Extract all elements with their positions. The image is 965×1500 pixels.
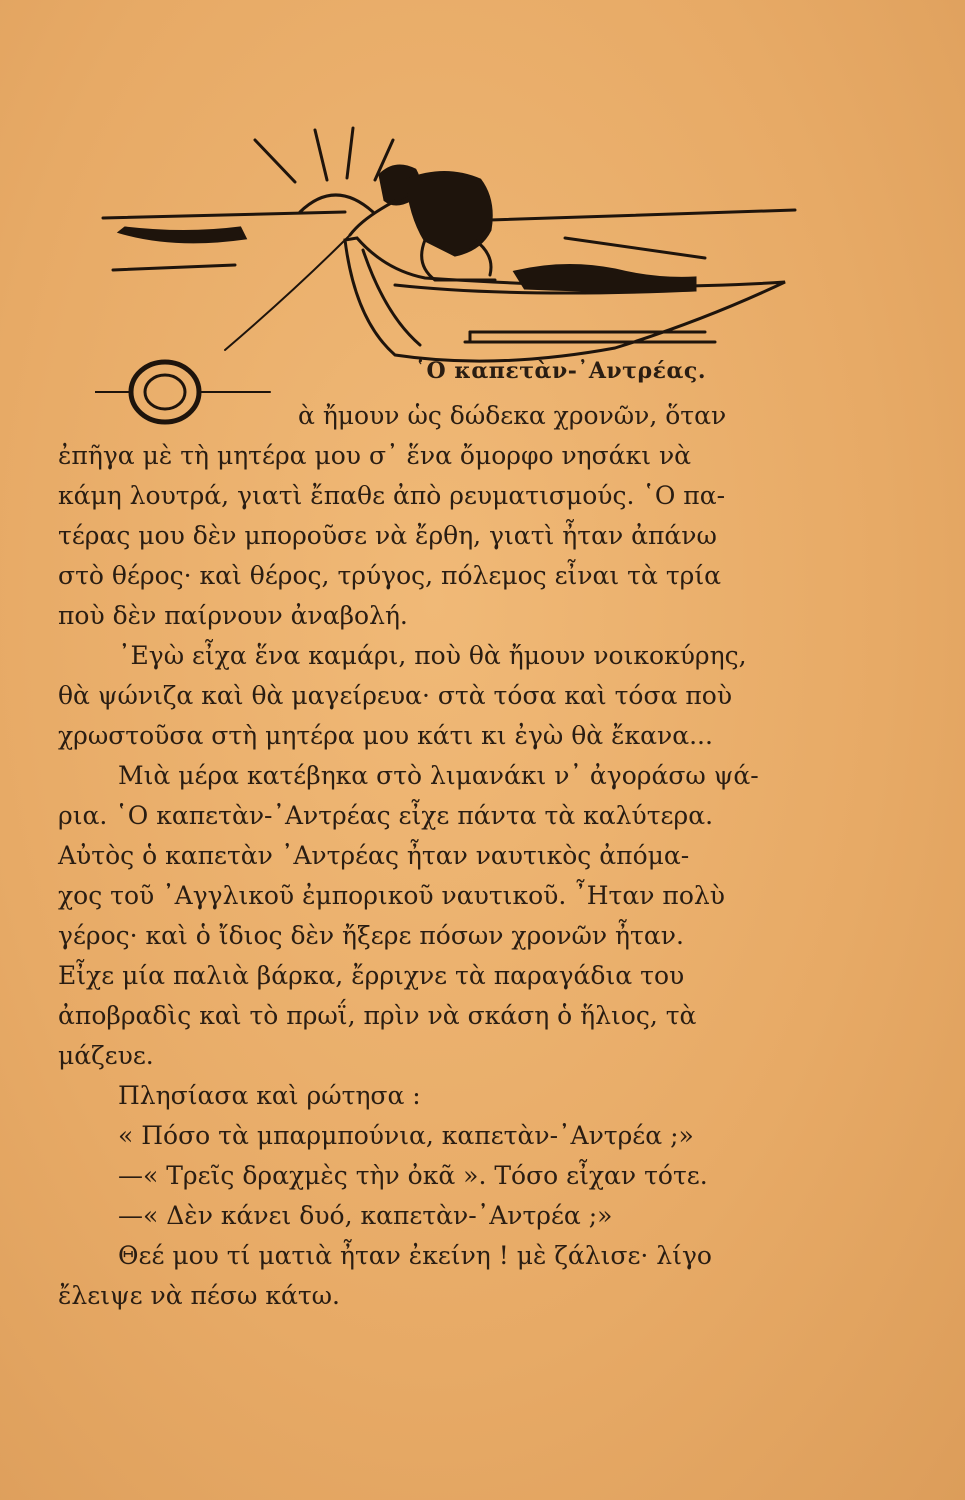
text-line: ἀποβραδὶς καὶ τὸ πρωΐ, πρὶν νὰ σκάση ὁ ἥλιος, τὰ xyxy=(58,1001,697,1030)
text-line: « Πόσο τὰ μπαρμπούνια, καπετὰν-᾿Αντρέα ;» xyxy=(118,1121,694,1150)
text-line: Αὐτὸς ὁ καπετὰν ᾿Αντρέας ἦταν ναυτικὸς ἀπόμα- xyxy=(58,841,690,870)
text-line: χος τοῦ ᾿Αγγλικοῦ ἐμπορικοῦ ναυτικοῦ. ῏Ηταν πολὺ xyxy=(58,881,725,910)
fisherman-boat-illustration xyxy=(95,120,815,440)
text-line: —« Δὲν κάνει δυό, καπετὰν-᾿Αντρέα ;» xyxy=(118,1201,613,1230)
text-line: στὸ θέρος· καὶ θέρος, τρύγος, πόλεμος εἶναι τὰ τρία xyxy=(58,561,722,590)
text-line: χρωστοῦσα στὴ μητέρα μου κάτι κι ἐγὼ θὰ ἔκανα... xyxy=(58,721,713,750)
text-line: μάζευε. xyxy=(58,1041,154,1070)
text-line: ρια. ῾Ο καπετὰν-᾿Αντρέας εἶχε πάντα τὰ καλύτερα. xyxy=(58,801,714,830)
text-line: —« Τρεῖς δραχμὲς τὴν ὀκᾶ ». Τόσο εἶχαν τότε. xyxy=(118,1161,708,1190)
text-line: γέρος· καὶ ὁ ἴδιος δὲν ἤξερε πόσων χρονῶν ἦταν. xyxy=(58,921,684,950)
text-line: τέρας μου δὲν μποροῦσε νὰ ἔρθη, γιατὶ ἦταν ἀπάνω xyxy=(58,521,717,550)
text-line: κάμη λουτρά, γιατὶ ἔπαθε ἀπὸ ρευματισμούς. ῾Ο πα- xyxy=(58,481,726,510)
text-line: ᾿Εγὼ εἶχα ἕνα καμάρι, ποὺ θὰ ἤμουν νοικοκύρης, xyxy=(118,641,747,670)
text-line: Μιὰ μέρα κατέβηκα στὸ λιμανάκι ν᾿ ἀγοράσω ψά- xyxy=(118,761,759,790)
text-line: Πλησίασα καὶ ρώτησα : xyxy=(118,1081,421,1110)
text-line: Θεέ μου τί ματιὰ ἦταν ἐκείνη ! μὲ ζάλισε· λίγο xyxy=(118,1241,712,1270)
text-line: Εἶχε μία παλιὰ βάρκα, ἔρριχνε τὰ παραγάδια του xyxy=(58,961,685,990)
body-text xyxy=(58,396,793,1316)
text-line: ὰ ἤμουν ὡς δώδεκα χρονῶν, ὅταν xyxy=(298,401,727,430)
text-line: ἐπῆγα μὲ τὴ μητέρα μου σ᾿ ἕνα ὄμορφο νησάκι νὰ xyxy=(58,441,692,470)
text-line: ποὺ δὲν παίρνουν ἀναβολή. xyxy=(58,601,408,630)
text-line: θὰ ψώνιζα καὶ θὰ μαγείρευα· στὰ τόσα καὶ τόσα ποὺ xyxy=(58,681,733,710)
illustration-caption: ῾Ο καπετὰν-᾿Αντρέας. xyxy=(415,358,706,384)
text-line: ἔλειψε νὰ πέσω κάτω. xyxy=(58,1281,340,1310)
